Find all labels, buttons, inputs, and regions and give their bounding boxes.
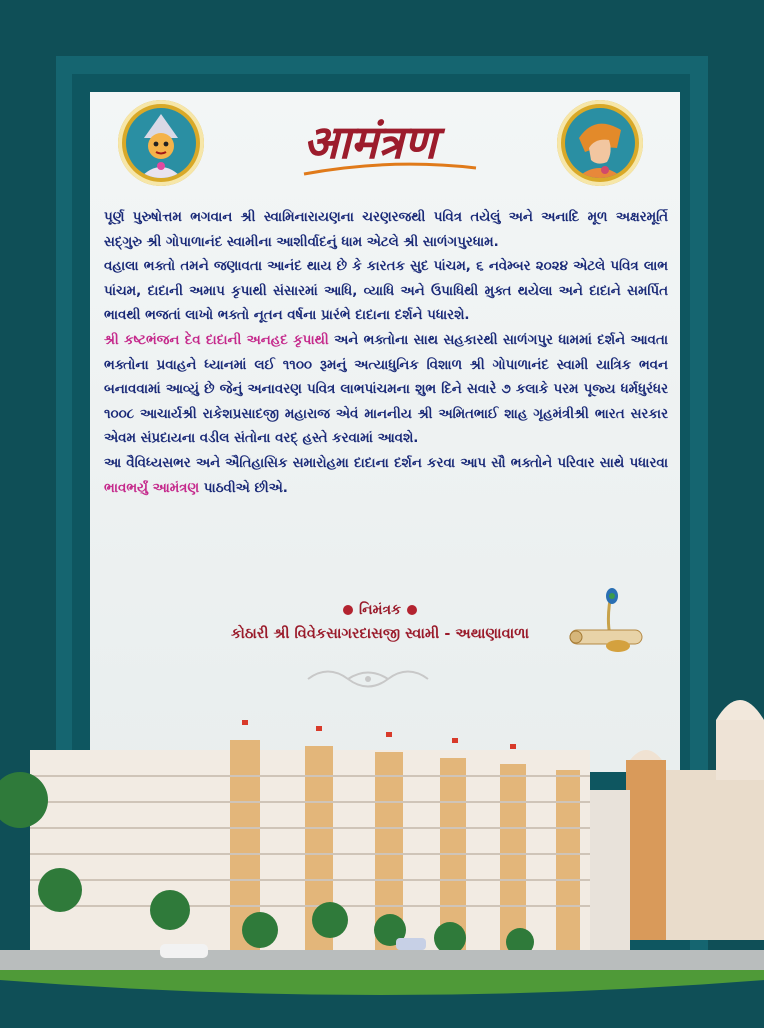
paragraph-4 xyxy=(104,452,668,501)
title-swash-icon xyxy=(300,160,480,184)
paragraph-4-highlight: ભાવભર્યું આમંત્રણ xyxy=(104,480,200,496)
inviter-label: નિમંત્રક xyxy=(359,602,401,618)
saint-portrait-icon xyxy=(557,100,643,186)
paragraph-2: વહાલા ભક્તો તમને જણાવતા આનંદ થાય છે કે કારતક સુદ પાંચમ, ૬ નવેમ્બર ૨૦૨૪ એટલે પવિત્ર લાભ પાંચમ, દાદાની અમાપ કૃપાથી સંસારમાં આધિ, વ્યાધિ અને ઉપાધિથી મુક્ત થયેલા અને દાદાને સમર્પિત ભાવથી ભજતાં લાખો ભક્તો નૂતન વર્ષના પ્રારંભે દાદાના દર્શને પધારશે. xyxy=(104,259,668,324)
paragraph-4-end: પાઠવીએ છીએ. xyxy=(199,480,288,496)
paragraph-3-highlight: શ્રી કષ્ટભંજન દેવ દાદાની અનહદ કૃપાથી xyxy=(104,332,329,348)
building-scene xyxy=(0,680,764,1028)
saint-portrait xyxy=(565,108,635,178)
deity-portrait xyxy=(126,108,196,178)
inviter-heading xyxy=(250,602,510,618)
invitation-body xyxy=(104,206,668,501)
bullet-icon xyxy=(343,605,353,615)
paragraph-3-rest: અને ભક્તોના સાથ સહકારથી સાળંગપુર ધામમાં દર્શને આવતા ભક્તોના પ્રવાહને ધ્યાનમાં લઈ ૧૧૦૦ રૂમનું અત્યાધુનિક વિશાળ શ્રી ગોપાળાનંદ સ્વામી યાત્રિક ભવન બનાવવામાં આવ્યું છે જેનું અનાવરણ પવિત્ર લાભપાંચમના શુભ દિને સવારે ૭ કલાકે પરમ પૂજ્ય ધર્મધુરંધર ૧૦૦૮ આચાર્યશ્રી રાકેશપ્રસાદજી મહારાજ એવં માનનીય શ્રી અમિતભાઈ શાહ ગૃહમંત્રીશ્રી ભારત સરકાર એવમ સંપ્રદાયના વડીલ સંતોના વરદ્ હસ્તે કરવામાં આવશે. xyxy=(104,332,668,447)
paragraph-3 xyxy=(104,329,668,452)
paragraph-4-start: આ વૈવિધ્યસભર અને ઐતિહાસિક સમારોહમા દાદાના દર્શન કરવા આપ સૌ ભક્તોને પરિવાર સાથે પધારવા xyxy=(104,455,668,471)
deity-portrait-icon xyxy=(118,100,204,186)
paragraph-1: પૂર્ણ પુરુષોત્તમ ભગવાન શ્રી સ્વામિનારાયણના ચરણરજથી પવિત્ર તયેલું અને અનાદિ મૂળ અક્ષરમૂર્તિ સદ્ગુરુ શ્રી ગોપાળાનંદ સ્વામીના આશીર્વાદનું ધામ એટલે શ્રી સાળંગપુરધામ. xyxy=(104,210,668,250)
invitation-title: आमंत्रण xyxy=(303,115,437,169)
inviter-name: કોઠારી શ્રી વિવેકસાગરદાસજી સ્વામી - અથાણાવાળા xyxy=(230,626,530,642)
scroll-feather-icon xyxy=(566,586,650,660)
bullet-icon xyxy=(407,605,417,615)
